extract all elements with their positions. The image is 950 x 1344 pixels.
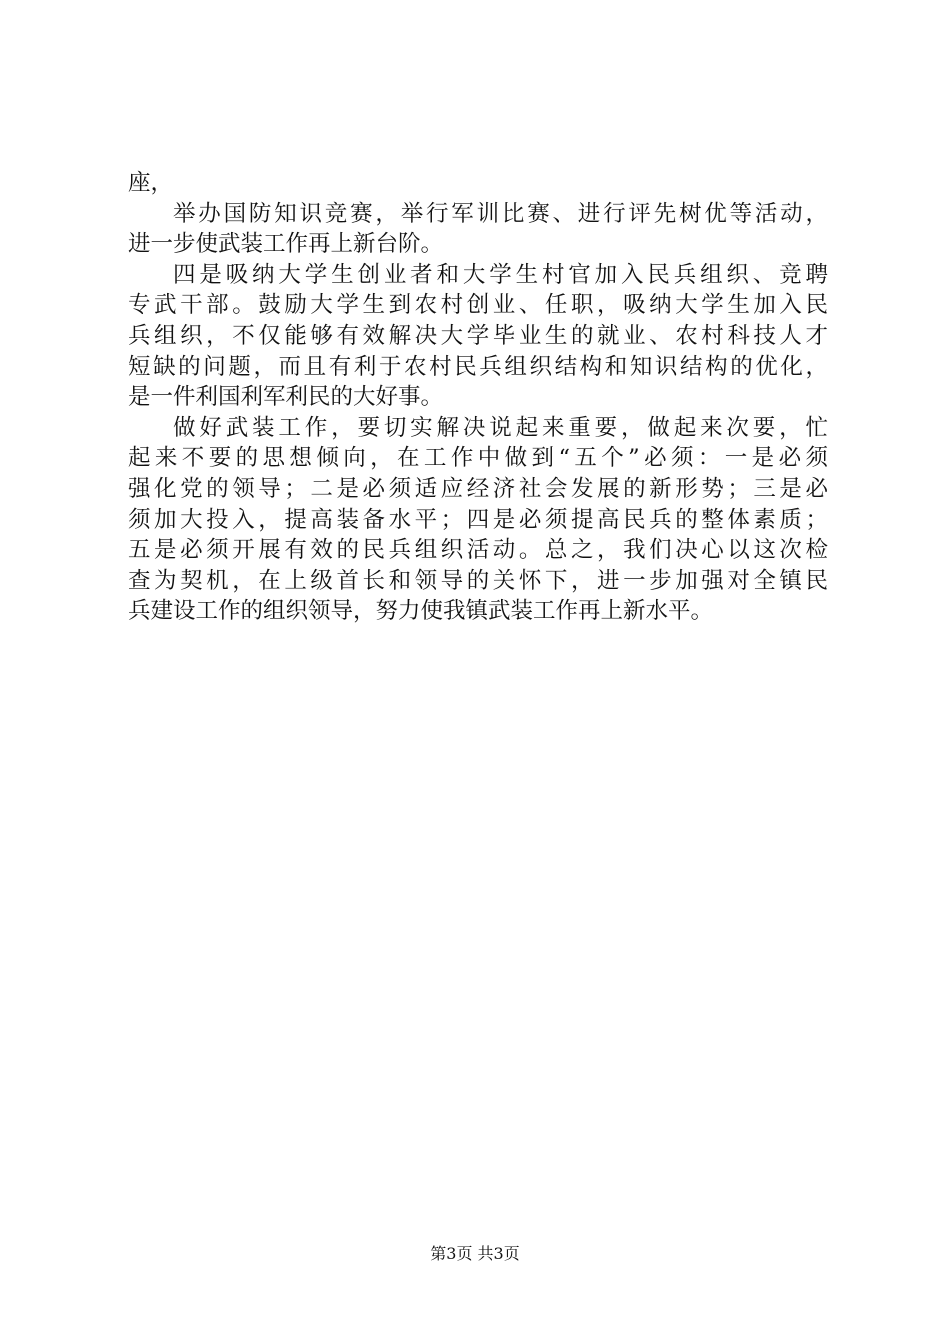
text-line: 兵组织，不仅能够有效解决大学毕业生的就业、农村科技人才 — [128, 322, 828, 349]
text-line: 起来不要的思想倾向，在工作中做到“五个”必须：一是必须 — [128, 445, 828, 472]
text-line: 是一件利国利军利民的大好事。 — [128, 384, 444, 411]
text-line: 四是吸纳大学生创业者和大学生村官加入民兵组织、竞聘 — [173, 261, 828, 288]
text-line: 兵建设工作的组织领导，努力使我镇武装工作再上新水平。 — [128, 598, 714, 625]
page-number-footer: 第3页 共3页 — [430, 1244, 520, 1263]
text-line: 须加大投入，提高装备水平；四是必须提高民兵的整体素质； — [128, 506, 828, 533]
text-line: 专武干部。鼓励大学生到农村创业、任职，吸纳大学生加入民 — [128, 292, 828, 319]
text-line: 查为契机，在上级首长和领导的关怀下，进一步加强对全镇民 — [128, 567, 828, 594]
text-line: 五是必须开展有效的民兵组织活动。总之，我们决心以这次检 — [128, 537, 828, 564]
text-line: 强化党的领导；二是必须适应经济社会发展的新形势；三是必 — [128, 475, 828, 502]
text-line: 举办国防知识竞赛，举行军训比赛、进行评先树优等活动， — [173, 200, 828, 227]
document-body — [128, 168, 828, 627]
text-line: 短缺的问题，而且有利于农村民兵组织结构和知识结构的优化， — [128, 353, 828, 380]
text-line: 做好武装工作，要切实解决说起来重要，做起来次要，忙 — [173, 414, 828, 441]
text-line: 座， — [128, 170, 174, 196]
text-line: 进一步使武装工作再上新台阶。 — [128, 231, 444, 258]
